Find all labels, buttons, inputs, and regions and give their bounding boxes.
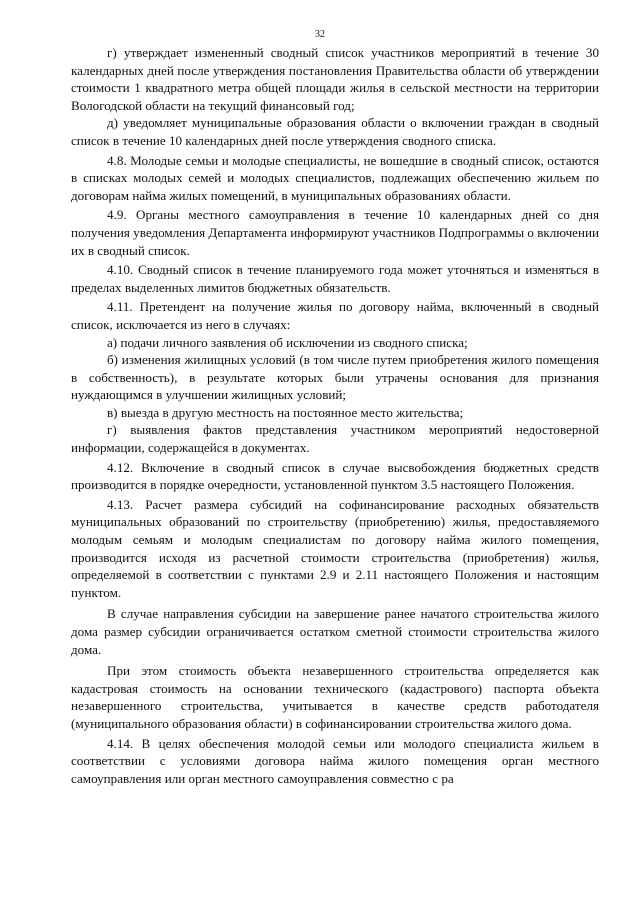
- paragraph: г) утверждает измененный сводный список участников мероприятий в течение 30 календарных дней после утверждения постановления Правительства области об утверждении стоимости 1 квадратного метра общей площади жилья в сельской местности на территории Вологодской области на текущий финансовый год;: [71, 45, 599, 113]
- paragraph: в) выезда в другую местность на постоянное место жительства;: [107, 404, 464, 420]
- paragraph: а) подачи личного заявления об исключении из сводного списка;: [107, 334, 468, 350]
- paragraph: 4.8. Молодые семьи и молодые специалисты, не вошедшие в сводный список, остаются в списках молодых семей и молодых специалистов, подлежащих обеспечению жильем по договорам найма жилых помещений, в муниципальных образованиях области.: [71, 152, 599, 203]
- paragraph: 4.13. Расчет размера субсидий на софинансирование расходных обязательств муниципальных образований по строительству (приобретению) жилья, предоставляемого молодым семьям и молодым специалистам по договору найма жилого помещения, производится исходя из расчетной стоимости строительства (приобретения) жилья, определяемой в соответствии с пунктами 2.9 и 2.11 настоящего Положения и настоящим пунктом.: [71, 496, 599, 600]
- paragraph: д) уведомляет муниципальные образования области о включении граждан в сводный список в течение 10 календарных дней после утверждения сводного списка.: [71, 115, 599, 148]
- page-number: 32: [315, 29, 325, 40]
- paragraph: В случае направления субсидии на завершение ранее начатого строительства жилого дома размер субсидии ограничивается остатком сметной стоимости строительства жилого дома.: [71, 606, 599, 657]
- paragraph: При этом стоимость объекта незавершенного строительства определяется как кадастровая стоимость на основании технического (кадастрового) паспорта объекта незавершенного строительства, учитывается в качестве средств работодателя (муниципального образования области) в софинансировании строительства жилого дома.: [71, 663, 599, 731]
- paragraph: 4.10. Сводный список в течение планируемого года может уточняться и изменяться в пределах выделенных лимитов бюджетных обязательств.: [71, 262, 599, 295]
- paragraph: б) изменения жилищных условий (в том числе путем приобретения жилого помещения в собственность), в результате которых были утрачены основания для признания нуждающимся в улучшении жилищных условий;: [71, 352, 599, 403]
- paragraph: г) выявления фактов представления участником мероприятий недостоверной информации, содержащейся в документах.: [71, 422, 599, 456]
- paragraph: 4.14. В целях обеспечения молодой семьи или молодого специалиста жильем в соответствии с условиями договора найма жилого помещения орган местного самоуправления или орган местного самоуправления совместно с ра: [71, 735, 599, 786]
- document-body: [71, 44, 599, 787]
- paragraph: 4.12. Включение в сводный список в случае высвобождения бюджетных средств производится в порядке очередности, установленной пунктом 3.5 настоящего Положения.: [71, 459, 599, 493]
- paragraph: 4.9. Органы местного самоуправления в течение 10 календарных дней со дня получения уведомления Департамента информируют участников Подпрограммы о включении их в сводный список.: [71, 207, 599, 258]
- paragraph: 4.11. Претендент на получение жилья по договору найма, включенный в сводный список, исключается из него в случаях:: [71, 299, 599, 332]
